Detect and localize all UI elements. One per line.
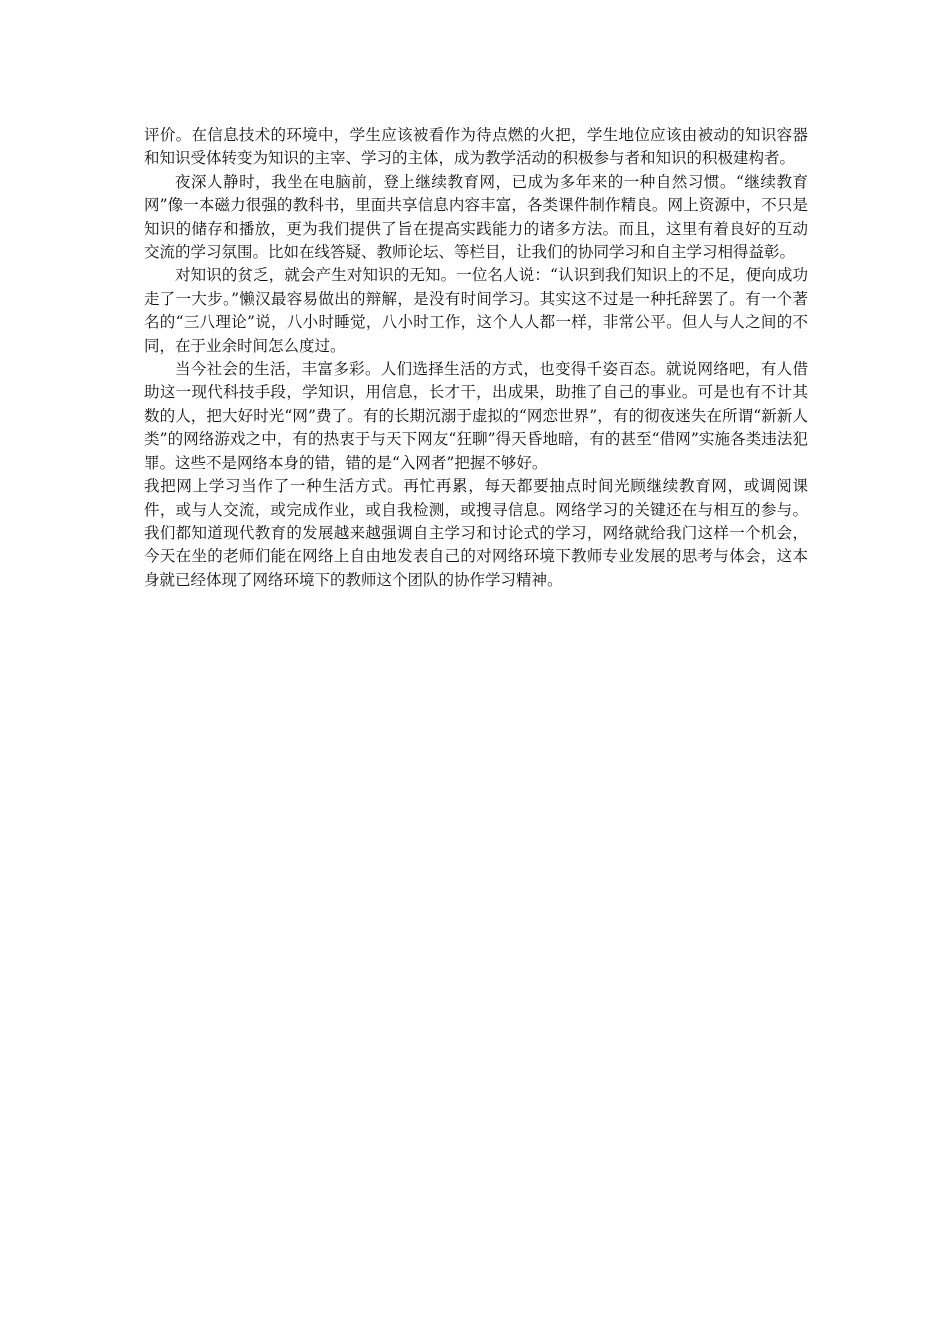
document-body (144, 124, 808, 592)
paragraph-2: 夜深人静时，我坐在电脑前，登上继续教育网，已成为多年来的一种自然习惯。“继续教育网”像一本磁力很强的教科书，里面共享信息内容丰富，各类课件制作精良。网上资源中，不只是知识的储存和播放，更为我们提供了旨在提高实践能力的诸多方法。而且，这里有着良好的互动交流的学习氛围。比如在线答疑、教师论坛、等栏目，让我们的协同学习和自主学习相得益彰。 (144, 172, 808, 262)
paragraph-1: 评价。在信息技术的环境中，学生应该被看作为待点燃的火把，学生地位应该由被动的知识容器和知识受体转变为知识的主宰、学习的主体，成为教学活动的积极参与者和知识的积极建构者。 (144, 126, 808, 168)
paragraph-4: 当今社会的生活，丰富多彩。人们选择生活的方式，也变得千姿百态。就说网络吧，有人借助这一现代科技手段，学知识，用信息，长才干，出成果，助推了自己的事业。可是也有不计其数的人，把大好时光“网”费了。有的长期沉溺于虚拟的“网恋世界”，有的彻夜迷失在所谓“新新人类”的网络游戏之中，有的热衷于与天下网友“狂聊”得天昏地暗，有的甚至“借网”实施各类违法犯罪。这些不是网络本身的错，错的是“入网者”把握不够好。 (144, 360, 808, 472)
paragraph-3: 对知识的贫乏，就会产生对知识的无知。一位名人说：“认识到我们知识上的不足，便向成功走了一大步。”懒汉最容易做出的辩解，是没有时间学习。其实这不过是一种托辞罢了。有一个著名的“三八理论”说，八小时睡觉，八小时工作，这个人人都一样，非常公平。但人与人之间的不同，在于业余时间怎么度过。 (144, 266, 808, 355)
paragraph-5: 我把网上学习当作了一种生活方式。再忙再累，每天都要抽点时间光顾继续教育网，或调阅课件，或与人交流，或完成作业，或自我检测，或搜寻信息。网络学习的关键还在与相互的参与。我们都知道现代教育的发展越来越强调自主学习和讨论式的学习，网络就给我门这样一个机会，今天在坐的老师们能在网络上自由地发表自己的对网络环境下教师专业发展的思考与体会，这本身就已经体现了网络环境下的教师这个团队的协作学习精神。 (144, 477, 808, 589)
